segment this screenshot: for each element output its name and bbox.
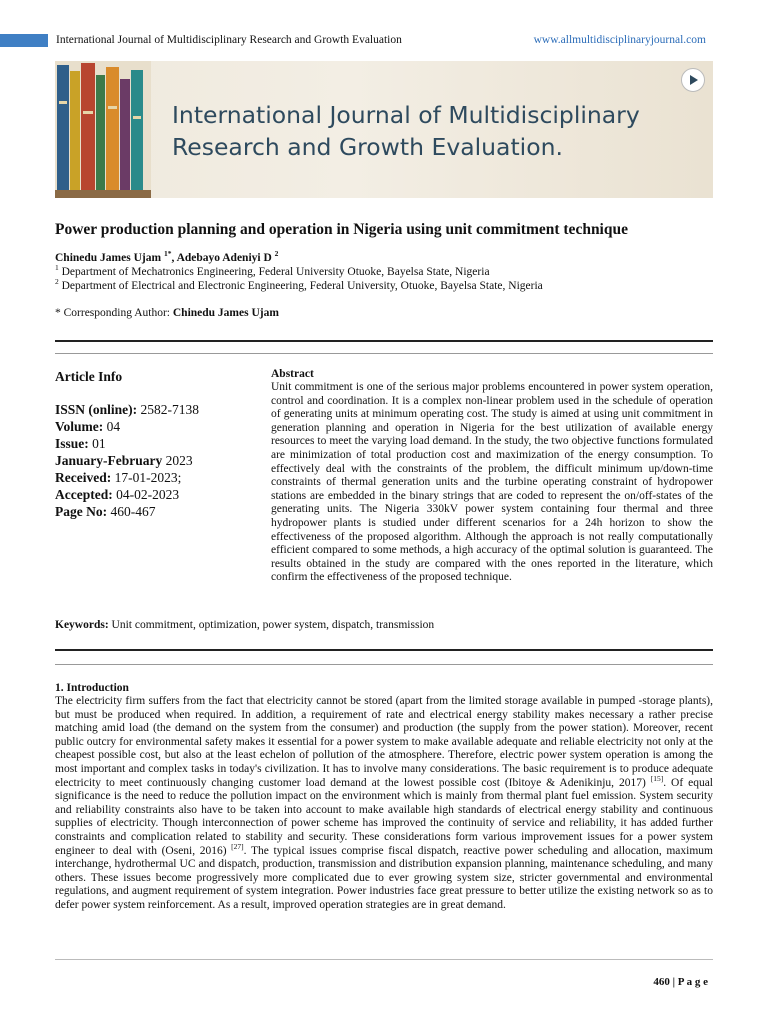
introduction-section [55, 681, 713, 913]
section-rule-mid [55, 649, 713, 651]
author-1-marker: 1* [163, 249, 172, 259]
page-number [653, 976, 708, 988]
volume-label: Volume: [55, 419, 104, 434]
author-separator: , [171, 252, 177, 264]
article-info-title: Article Info [55, 369, 123, 384]
period-row [55, 452, 260, 469]
received-label: Received: [55, 470, 112, 485]
issn-label: ISSN (online): [55, 402, 138, 417]
intro-text-part-3: . The typical issues comprise fiscal dispatch, reactive power scheduling and allocation, maximum interchange, hydrothermal UC and dispatch, production, transmission and distribution expansion planning, maintenance scheduling, and many others. These issues become progressively more complicated due to ever growing system size, stricter governmental and environmental regulations, and augment requirement of system integration. Power industries face great pressure to better utilize the existing network so as to defer power system reinforcement. As a result, improved operation strategies are in great demand. [55, 844, 713, 911]
author-2: Adebayo Adeniyi D [176, 252, 272, 264]
running-header-journal: International Journal of Multidisciplinary Research and Growth Evaluation [56, 34, 402, 46]
banner-title-line1: International Journal of Multidisciplinary [172, 101, 640, 129]
banner-title-line2: Research and Growth Evaluation. [172, 133, 563, 161]
play-badge-icon [681, 68, 705, 92]
issn-row [55, 401, 260, 418]
corresponding-author-name: Chinedu James Ujam [172, 307, 279, 319]
abstract-text: Unit commitment is one of the serious major problems encountered in power system operation, control and coordination. It is a complex non-linear problem used in the schedule of operation of generating units at minimum operating cost. The study is aimed at using unit commitment in generation planning and operation in Nigeria for the best utilization of available energy resources to meet the varying load demand. In the study, the two objective functions formulated are minimization of total production cost and maximization of the energy consumption. To effectively deal with the constraints of the problem, the difficult minimum up/down-time constraints of thermal generation units and the turbine operating constraint of hydropower stations are embedded in the binary strings that are coded to represent the on/off-states of the generating units. The Nigeria 330kV power system containing four thermal and three hydropower plants is studied under different scenarios for a 24h horizon to show the effectiveness of the proposed algorithm. Although the approach is not really computationally efficient compared to some methods, a high accuracy of the optimal solution is guaranteed. The results obtained in the study are compared with the ones reported in the literature, which confirm the effectiveness of the proposed technique. [271, 381, 713, 584]
received-value: 17-01-2023; [111, 470, 182, 485]
affiliation-1 [55, 263, 490, 278]
author-1: Chinedu James Ujam [55, 252, 162, 264]
abstract-title: Abstract [271, 368, 314, 380]
pages-label: Page No: [55, 504, 108, 519]
books-illustration [55, 61, 151, 198]
journal-banner [55, 61, 713, 198]
introduction-heading: 1. Introduction [55, 682, 129, 694]
banner-title [172, 99, 692, 163]
section-rule-mid-thin [55, 664, 713, 665]
issue-row [55, 435, 260, 452]
corresponding-author [55, 307, 279, 319]
accepted-value: 04-02-2023 [112, 487, 180, 502]
affiliation-2-marker: 2 [55, 277, 59, 287]
corresponding-author-label: * Corresponding Author: [55, 307, 173, 319]
page-number-label: | P a g e [669, 976, 708, 988]
pages-row [55, 503, 260, 520]
abstract [271, 367, 713, 585]
keywords-value: Unit commitment, optimization, power system, dispatch, transmission [108, 619, 435, 631]
issue-label: Issue: [55, 436, 89, 451]
intro-text-part-1: The electricity firm suffers from the fact that electricity cannot be stored (apart from the limited storage available in pumped -storage plants), but must be produced when required. In addition, a requirement of rate and electrical energy stability makes necessary a rather precise matching amid load (the demand on the system from the consumer) and production (the supply from the power station). Moreover, recent public outcry for environmental safety makes it essential for a power system to make available adequate and reliable electricity not only at the cheapest possible cost, but also at the least echelon of pollution of the atmosphere. Therefore, electric power system operation is among the most important and complex tasks in today's civilization. It has to involve many considerations. The basic requirement is to produce adequate electricity to meet continuously changing customer load demand at the lowest possible cost (Ibitoye & Adenikinju, 2017) [55, 695, 713, 789]
affiliation-1-text: Department of Mechatronics Engineering, Federal University Otuoke, Bayelsa State, Nigeria [58, 266, 490, 278]
issn-value: 2582-7138 [137, 402, 200, 417]
volume-value: 04 [103, 419, 121, 434]
issue-value: 01 [88, 436, 106, 451]
author-2-marker: 2 [274, 249, 279, 259]
accepted-row [55, 486, 260, 503]
received-row [55, 469, 260, 486]
running-header-url[interactable]: www.allmultidisciplinaryjournal.com [533, 34, 706, 46]
citation-15[interactable]: [15] [650, 773, 664, 783]
introduction-paragraph [55, 695, 713, 913]
period-value: 2023 [162, 453, 193, 468]
pages-value: 460-467 [107, 504, 156, 519]
article-info [55, 368, 260, 520]
accepted-label: Accepted: [55, 487, 113, 502]
citation-27[interactable]: [27] [231, 841, 244, 851]
volume-row [55, 418, 260, 435]
keywords [55, 619, 434, 631]
affiliation-2-text: Department of Electrical and Electronic Engineering, Federal University, Otuoke, Bayelsa State, Nigeria [58, 280, 543, 292]
section-rule-top [55, 340, 713, 342]
affiliation-1-marker: 1 [55, 263, 59, 273]
page-number-value: 460 [653, 976, 670, 988]
section-rule-top-thin [55, 353, 713, 354]
footer-rule [55, 959, 713, 960]
period-label: January-February [55, 453, 163, 468]
intro-text-part-2: . Of equal significance is the need to reduce the pollution impact on the environment which is mainly from thermal plant fuel emission. System security and reliability constraints also have to be taken into account to make available high standards of electrical energy stability and continuous supplies of electricity. Though interconnection of power scheme has improved the continuity of service and reliability, it has added further constraints and complication related to stability and security. These considerations form various improvement issues for a power system engineer to deal with (Oseni, 2016) [55, 776, 713, 857]
author-list [55, 249, 279, 264]
header-accent-bar [0, 34, 48, 47]
affiliation-2 [55, 277, 543, 292]
paper-title: Power production planning and operation in Nigeria using unit commitment technique [55, 221, 628, 238]
keywords-label: Keywords: [55, 619, 109, 631]
